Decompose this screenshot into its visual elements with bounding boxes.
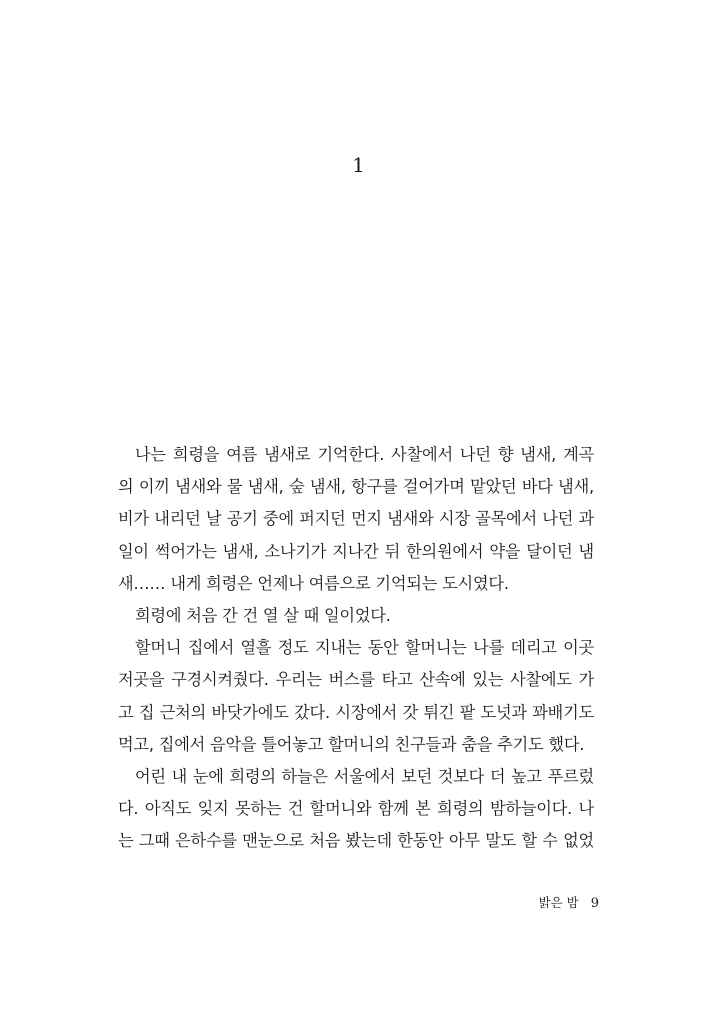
text-line: 어린 내 눈에 희령의 하늘은 서울에서 보던 것보다 더 높고 푸르렀: [135, 766, 594, 786]
text-line: 할머니 집에서 열흘 정도 지내는 동안 할머니는 나를 데리고 이곳: [135, 638, 594, 658]
chapter-number: 1: [352, 153, 365, 177]
text-line: 저곳을 구경시켜줬다. 우리는 버스를 타고 산속에 있는 사찰에도 가: [118, 670, 594, 690]
text-line: 먹고, 집에서 음악을 틀어놓고 할머니의 친구들과 춤을 추기도 했다.: [118, 734, 585, 754]
text-line: 비가 내리던 날 공기 중에 퍼지던 먼지 냄새와 시장 골목에서 나던 과: [118, 509, 594, 529]
text-line: 희령에 처음 간 건 열 살 때 일이었다.: [135, 605, 391, 625]
text-line: 나는 희령을 여름 냄새로 기억한다. 사찰에서 나던 향 냄새, 계곡: [135, 445, 594, 464]
page-footer: [539, 893, 599, 914]
page-number: 9: [590, 896, 599, 911]
text-line: 일이 썩어가는 냄새, 소나기가 지나간 뒤 한의원에서 약을 달이던 냄: [118, 541, 594, 561]
text-line: 의 이끼 냄새와 물 냄새, 숲 냄새, 항구를 걸어가며 맡았던 바다 냄새,: [118, 477, 594, 497]
text-line: 새…… 내게 희령은 언제나 여름으로 기억되는 도시였다.: [118, 573, 509, 593]
body-text: [118, 439, 594, 857]
text-line: 는 그때 은하수를 맨눈으로 처음 봤는데 한동안 아무 말도 할 수 없었: [118, 831, 594, 851]
text-line: 고 집 근처의 바닷가에도 갔다. 시장에서 갓 튀긴 팥 도넛과 꽈배기도: [118, 702, 594, 722]
text-line: 다. 아직도 잊지 못하는 건 할머니와 함께 본 희령의 밤하늘이다. 나: [118, 799, 594, 819]
running-title: 밝은 밤: [538, 895, 579, 910]
